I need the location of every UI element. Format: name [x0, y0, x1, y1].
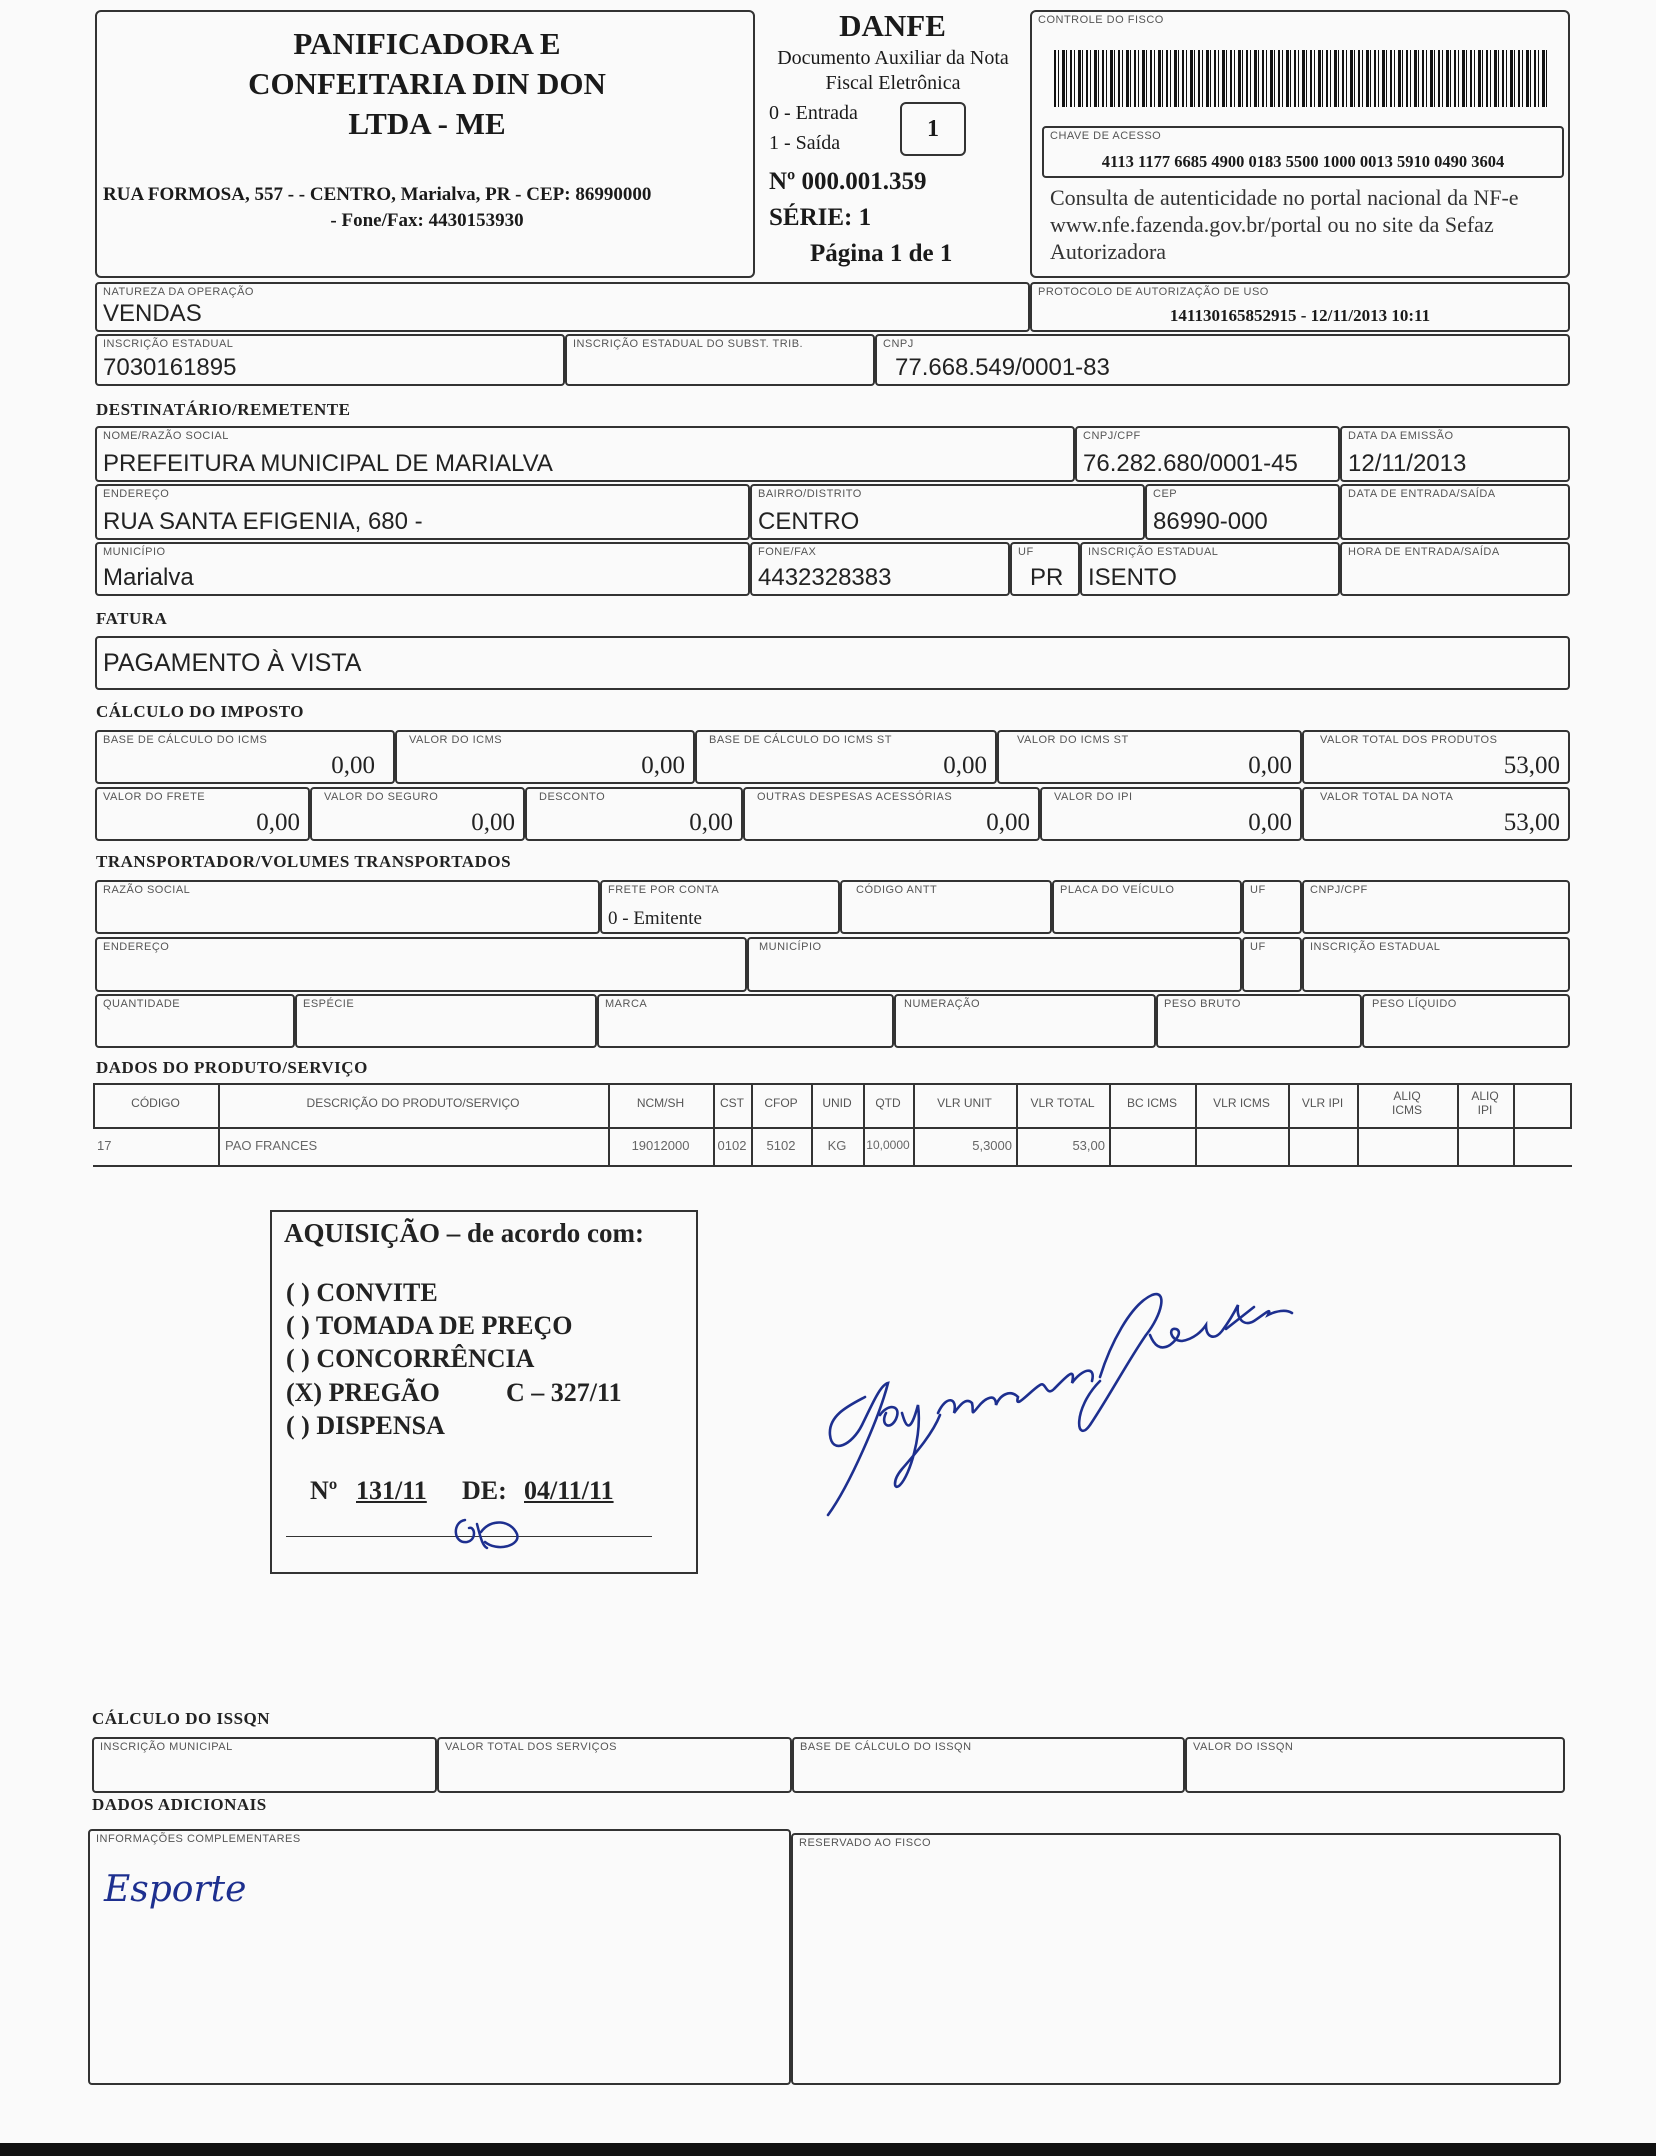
recipient-name-cell [95, 426, 1075, 482]
company-name: PANIFICADORA E CONFEITARIA DIN DON LTDA - ME [248, 26, 606, 141]
subst-cell [565, 334, 875, 386]
col-header-qty: QTD [875, 1096, 901, 1110]
brand-cell [597, 994, 894, 1048]
gross-weight-label: PESO BRUTO [1164, 998, 1241, 1010]
tax-cell-invoice-total [1302, 787, 1570, 841]
tax-cell-other [743, 787, 1040, 841]
cell-code: 17 [97, 1138, 112, 1153]
option-pregao: (X) PREGÃO [286, 1378, 440, 1407]
col-header-total: VLR TOTAL [1030, 1096, 1095, 1110]
danfe-title: DANFE [839, 8, 946, 43]
cell-ncm: 19012000 [631, 1138, 690, 1153]
fisco-label: CONTROLE DO FISCO [1038, 14, 1164, 26]
access-key: 4113 1177 6685 4900 0183 5500 1000 0013 5910 0490 3604 [1101, 152, 1505, 171]
tax-cell-insurance [310, 787, 525, 841]
city-cell [95, 542, 750, 596]
invoice-value: PAGAMENTO À VISTA [103, 649, 362, 677]
antt-label: CÓDIGO ANTT [856, 884, 938, 896]
col-header-vlr-icms: VLR ICMS [1213, 1096, 1270, 1110]
barcode-image [1054, 50, 1547, 107]
tax-section-title: CÁLCULO DO IMPOSTO [96, 702, 304, 721]
cell-cst: 0102 [717, 1138, 747, 1153]
carrier-city-label: MUNICÍPIO [759, 941, 822, 953]
complementary-info-cell [88, 1829, 791, 2085]
issue-date-cell [1340, 426, 1570, 482]
invoice-cell [95, 636, 1570, 690]
tax-value: 0,00 [256, 809, 300, 836]
issuer-cnpj-label: CNPJ [883, 338, 914, 350]
plate-cell [1052, 880, 1242, 934]
col-header-cst: CST [720, 1096, 744, 1110]
carrier-uf-cell [1242, 880, 1302, 934]
plate-label: PLACA DO VEÍCULO [1060, 884, 1175, 896]
col-header-aliq-ipi: ALIQ IPI [1471, 1089, 1499, 1117]
products-section-title: DADOS DO PRODUTO/SERVIÇO [96, 1058, 368, 1077]
tax-label: OUTRAS DESPESAS ACESSÓRIAS [757, 791, 953, 803]
tax-value: 53,00 [1503, 809, 1560, 836]
tax-label: VALOR TOTAL DOS PRODUTOS [1320, 734, 1498, 746]
recipient-address-cell [95, 484, 750, 540]
option-concorrencia: ( ) CONCORRÊNCIA [286, 1344, 535, 1373]
state-reg-value: 7030161895 [103, 354, 237, 381]
tax-label: BASE DE CÁLCULO DO ICMS [103, 734, 268, 746]
time-label: HORA DE ENTRADA/SAÍDA [1348, 546, 1500, 558]
number-label: Nº [310, 1476, 338, 1505]
state-reg-cell [95, 334, 565, 386]
carrier-state-reg-cell [1302, 937, 1570, 992]
entry-label: 0 - Entrada [769, 102, 858, 124]
danfe-block [755, 8, 1030, 278]
handwritten-signature [810, 1285, 1350, 1535]
carrier-uf-label: UF [1250, 884, 1266, 896]
carrier-uf2-cell [1242, 937, 1302, 992]
company-address: RUA FORMOSA, 557 - - CENTRO, Marialva, PR - CEP: 86990000 [103, 184, 652, 205]
tax-label: VALOR DO FRETE [103, 791, 206, 803]
freight-value: 0 - Emitente [608, 908, 702, 929]
col-header-ncm: NCM/SH [636, 1096, 685, 1110]
col-header-description: DESCRIÇÃO DO PRODUTO/SERVIÇO [306, 1096, 520, 1110]
exit-label: 1 - Saída [769, 132, 841, 154]
issuer-cnpj-value: 77.668.549/0001-83 [895, 354, 1110, 381]
uf-label: UF [1018, 546, 1034, 558]
option-convite: ( ) CONVITE [286, 1278, 438, 1307]
entry-date-label: DATA DE ENTRADA/SAÍDA [1348, 488, 1496, 500]
cell-unit-price: 5,3000 [972, 1138, 1012, 1153]
tax-value: 53,00 [1503, 752, 1560, 779]
col-header-vlr-ipi: VLR IPI [1301, 1096, 1344, 1110]
col-header-code: CÓDIGO [131, 1096, 180, 1110]
tax-label: VALOR TOTAL DA NOTA [1320, 791, 1454, 803]
tax-cell-icms-st-base [695, 730, 997, 784]
complementary-info-label: INFORMAÇÕES COMPLEMENTARES [96, 1833, 301, 1845]
recipient-state-reg-label: INSCRIÇÃO ESTADUAL [1088, 546, 1219, 558]
phone-label: FONE/FAX [758, 546, 817, 558]
pregao-code: C – 327/11 [506, 1378, 622, 1407]
company-phone: - Fone/Fax: 4430153930 [330, 210, 524, 231]
tax-label: VALOR DO SEGURO [324, 791, 439, 803]
tax-cell-freight [95, 787, 310, 841]
cell-description: PAO FRANCES [225, 1138, 318, 1153]
state-reg-label: INSCRIÇÃO ESTADUAL [103, 338, 234, 350]
carrier-cnpj-label: CNPJ/CPF [1310, 884, 1368, 896]
operation-type-box: 1 [900, 102, 966, 156]
issqn-value-cell [1185, 1737, 1565, 1793]
phone-value: 4432328383 [758, 564, 892, 591]
issqn-municipal-reg-cell [92, 1737, 437, 1793]
issqn-label: INSCRIÇÃO MUNICIPAL [100, 1741, 233, 1753]
time-cell [1340, 542, 1570, 596]
initials-signature [447, 1510, 527, 1560]
recipient-name: PREFEITURA MUNICIPAL DE MARIALVA [103, 450, 553, 477]
cell-total: 53,00 [1072, 1138, 1105, 1153]
tax-value: 0,00 [986, 809, 1030, 836]
cell-qty: 10,0000 [866, 1138, 910, 1152]
col-header-unit-price: VLR UNIT [937, 1096, 992, 1110]
tax-label: VALOR DO ICMS ST [1017, 734, 1129, 746]
issqn-label: VALOR DO ISSQN [1193, 1741, 1294, 1753]
col-header-aliq-icms: ALIQ ICMS [1392, 1089, 1422, 1117]
access-key-box [1042, 126, 1564, 178]
tax-value: 0,00 [689, 809, 733, 836]
recipient-name-label: NOME/RAZÃO SOCIAL [103, 430, 229, 442]
tax-cell-icms-base [95, 730, 395, 784]
protocol-label: PROTOCOLO DE AUTORIZAÇÃO DE USO [1038, 286, 1269, 298]
carrier-uf2-label: UF [1250, 941, 1266, 953]
tax-label: VALOR DO ICMS [409, 734, 503, 746]
recipient-cnpj-label: CNPJ/CPF [1083, 430, 1141, 442]
acquisition-title: AQUISIÇÃO – de acordo com: [284, 1218, 644, 1248]
page-count: Página 1 de 1 [810, 240, 953, 267]
invoice-section-title: FATURA [96, 609, 168, 628]
process-number: 131/11 [356, 1476, 427, 1505]
issqn-services-total-cell [437, 1737, 792, 1793]
issqn-label: VALOR TOTAL DOS SERVIÇOS [445, 1741, 617, 1753]
city-label: MUNICÍPIO [103, 546, 166, 558]
col-header-bc-icms: BC ICMS [1126, 1096, 1177, 1110]
freight-label: FRETE POR CONTA [608, 884, 720, 896]
carrier-city-cell [747, 937, 1242, 992]
carrier-name-cell [95, 880, 600, 934]
cep-label: CEP [1153, 488, 1178, 500]
products-table [93, 1083, 1572, 1167]
carrier-cnpj-cell [1302, 880, 1570, 934]
tax-value: 0,00 [1248, 752, 1292, 779]
phone-cell [750, 542, 1010, 596]
recipient-address: RUA SANTA EFIGENIA, 680 - [103, 508, 423, 535]
issqn-label: BASE DE CÁLCULO DO ISSQN [800, 1741, 972, 1753]
cep-cell [1145, 484, 1340, 540]
nature-value: VENDAS [103, 300, 202, 327]
quantity-label: QUANTIDADE [103, 998, 181, 1010]
city-value: Marialva [103, 564, 194, 591]
tax-cell-products-total [1302, 730, 1570, 784]
issue-date: 12/11/2013 [1348, 450, 1467, 477]
handwritten-note: Esporte [104, 1869, 247, 1910]
nature-cell [95, 282, 1030, 332]
tax-cell-icms [395, 730, 695, 784]
district-cell [750, 484, 1145, 540]
tax-value: 0,00 [641, 752, 685, 779]
access-key-label: CHAVE DE ACESSO [1050, 130, 1162, 142]
reserved-fisco-label: RESERVADO AO FISCO [799, 1837, 932, 1849]
gross-weight-cell [1156, 994, 1362, 1048]
carrier-address-cell [95, 937, 747, 992]
invoice-number: Nº 000.001.359 [769, 168, 927, 195]
option-dispensa: ( ) DISPENSA [286, 1411, 445, 1440]
tax-label: DESCONTO [539, 791, 606, 803]
tax-cell-ipi [1040, 787, 1302, 841]
tax-label: VALOR DO IPI [1054, 791, 1133, 803]
cell-unit: KG [827, 1138, 847, 1153]
carrier-state-reg-label: INSCRIÇÃO ESTADUAL [1310, 941, 1441, 953]
issqn-base-cell [792, 1737, 1185, 1793]
subst-label: INSCRIÇÃO ESTADUAL DO SUBST. TRIB. [573, 338, 804, 350]
issuer-box [95, 10, 755, 278]
invoice-series: SÉRIE: 1 [769, 204, 872, 231]
carrier-name-label: RAZÃO SOCIAL [103, 884, 191, 896]
reserved-fisco-cell [791, 1833, 1561, 2085]
freight-cell [600, 880, 840, 934]
tax-value: 0,00 [471, 809, 515, 836]
net-weight-cell [1362, 994, 1570, 1048]
district-label: BAIRRO/DISTRITO [758, 488, 862, 500]
brand-label: MARCA [605, 998, 648, 1010]
additional-section-title: DADOS ADICIONAIS [92, 1795, 267, 1814]
carrier-address-label: ENDEREÇO [103, 941, 170, 953]
recipient-cnpj-cell [1075, 426, 1340, 482]
recipient-address-label: ENDEREÇO [103, 488, 170, 500]
recipient-state-reg-cell [1080, 542, 1340, 596]
net-weight-label: PESO LÍQUIDO [1372, 998, 1457, 1010]
issqn-section-title: CÁLCULO DO ISSQN [92, 1709, 271, 1728]
numbering-label: NUMERAÇÃO [904, 998, 981, 1010]
protocol-cell [1030, 282, 1570, 332]
cep-value: 86990-000 [1153, 508, 1268, 535]
option-tomada: ( ) TOMADA DE PREÇO [286, 1311, 573, 1340]
issuer-cnpj-cell [875, 334, 1570, 386]
consult-text: Consulta de autenticidade no portal nacional da NF-e www.nfe.fazenda.gov.br/portal ou no site da Sefaz Autorizadora [1050, 185, 1519, 264]
col-header-unit: UNID [822, 1096, 852, 1110]
species-label: ESPÉCIE [303, 998, 355, 1010]
uf-cell [1010, 542, 1080, 596]
transport-section-title: TRANSPORTADOR/VOLUMES TRANSPORTADOS [96, 852, 512, 871]
recipient-section-title: DESTINATÁRIO/REMETENTE [96, 400, 351, 419]
date-label: DE: [462, 1476, 507, 1505]
numbering-cell [894, 994, 1156, 1048]
col-header-cfop: CFOP [764, 1096, 798, 1110]
recipient-state-reg: ISENTO [1088, 564, 1177, 591]
tax-label: BASE DE CÁLCULO DO ICMS ST [709, 734, 892, 746]
species-cell [295, 994, 597, 1048]
cell-cfop: 5102 [766, 1138, 796, 1153]
issue-date-label: DATA DA EMISSÃO [1348, 430, 1454, 442]
quantity-cell [95, 994, 295, 1048]
tax-cell-discount [525, 787, 743, 841]
antt-cell [840, 880, 1052, 934]
uf-value: PR [1030, 564, 1064, 591]
nature-label: NATUREZA DA OPERAÇÃO [103, 286, 254, 298]
danfe-subtitle: Documento Auxiliar da Nota Fiscal Eletrônica [777, 47, 1009, 94]
recipient-cnpj: 76.282.680/0001-45 [1083, 450, 1298, 477]
tax-value: 0,00 [1248, 809, 1292, 836]
tax-cell-icms-st [997, 730, 1302, 784]
process-date: 04/11/11 [524, 1476, 614, 1505]
protocol-value: 141130165852915 - 12/11/2013 10:11 [1169, 306, 1431, 325]
district-value: CENTRO [758, 508, 860, 535]
entry-date-cell [1340, 484, 1570, 540]
tax-value: 0,00 [943, 752, 987, 779]
tax-value: 0,00 [331, 752, 375, 779]
acquisition-stamp [270, 1210, 698, 1574]
